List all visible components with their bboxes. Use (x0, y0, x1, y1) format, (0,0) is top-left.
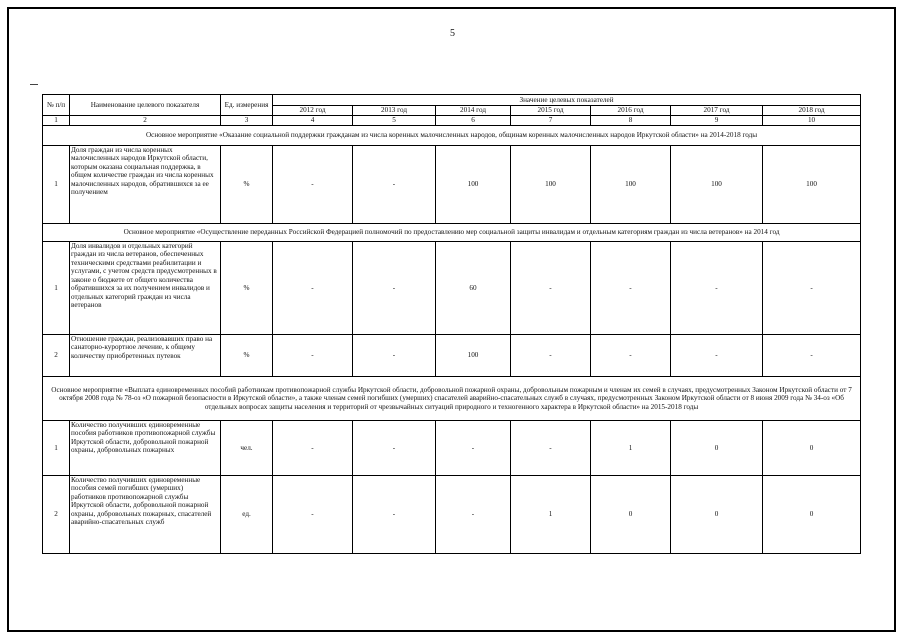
value-cell: - (353, 476, 436, 554)
value-cell: - (353, 421, 436, 476)
table-row (43, 476, 861, 554)
table-row (43, 421, 861, 476)
header-year: 2015 год (511, 106, 591, 116)
col-number: 2 (70, 116, 221, 126)
table-row (43, 146, 861, 224)
value-cell: - (436, 421, 511, 476)
value-cell: 0 (763, 476, 861, 554)
row-num: 2 (43, 476, 70, 554)
table-row (43, 242, 861, 335)
value-cell: 0 (671, 476, 763, 554)
unit-cell: % (221, 242, 273, 335)
value-cell: 60 (436, 242, 511, 335)
header-year: 2014 год (436, 106, 511, 116)
value-cell: - (353, 146, 436, 224)
value-cell: - (763, 242, 861, 335)
col-number: 4 (273, 116, 353, 126)
indicator-name: Отношение граждан, реализовавших право на санаторно-курортное лечение, к общему количеству приобретенных путевок (70, 335, 221, 377)
indicator-name: Доля граждан из числа коренных малочисленных народов Иркутской области, которым оказана социальная поддержка, в общем количестве граждан из числа коренных малочисленных народов, обратившихся за ее получением (70, 146, 221, 224)
header-name: Наименование целевого показателя (70, 95, 221, 116)
col-number: 3 (221, 116, 273, 126)
value-cell: - (273, 476, 353, 554)
col-number: 10 (763, 116, 861, 126)
value-cell: - (511, 335, 591, 377)
section-title: Основное мероприятие «Оказание социальной поддержки гражданам из числа коренных малочисленных народов, общинам коренных малочисленных народов Иркутской области» на 2014-2018 годы (43, 126, 861, 146)
header-year: 2016 год (591, 106, 671, 116)
value-cell: - (591, 242, 671, 335)
page-mark (30, 84, 38, 85)
value-cell: 1 (511, 476, 591, 554)
value-cell: - (353, 242, 436, 335)
column-numbers-row (43, 116, 861, 126)
header-year: 2017 год (671, 106, 763, 116)
value-cell: - (436, 476, 511, 554)
page-number: 5 (450, 28, 455, 39)
value-cell: - (273, 146, 353, 224)
section-row (43, 126, 861, 146)
col-number: 9 (671, 116, 763, 126)
indicator-name: Доля инвалидов и отдельных категорий граждан из числа ветеранов, обеспеченных техническими средствами реабилитации и услугами, с учетом средств предусмотренных в законе о бюджете от общего количества обратившихся за их получением инвалидов и отдельных категорий граждан из числа ветеранов (70, 242, 221, 335)
row-num: 1 (43, 421, 70, 476)
value-cell: - (273, 242, 353, 335)
section-title: Основное мероприятие «Осуществление переданных Российской Федерацией полномочий по предоставлению мер социальной защиты инвалидам и отдельным категориям граждан из числа ветеранов» на 2014 год (43, 224, 861, 242)
header-num: № п/п (43, 95, 70, 116)
value-cell: - (273, 421, 353, 476)
value-cell: 100 (763, 146, 861, 224)
unit-cell: % (221, 146, 273, 224)
col-number: 6 (436, 116, 511, 126)
value-cell: 0 (763, 421, 861, 476)
value-cell: 100 (436, 146, 511, 224)
value-cell: - (671, 335, 763, 377)
header-row (43, 95, 861, 106)
col-number: 8 (591, 116, 671, 126)
value-cell: - (511, 421, 591, 476)
header-values-group: Значение целевых показателей (273, 95, 861, 106)
value-cell: - (511, 242, 591, 335)
section-title: Основное мероприятие «Выплата единовременных пособий работникам противопожарной службы Иркутской области, добровольной пожарной охраны, добровольным пожарным и членам их семей в случаях, предусмотренных Законом Иркутской области от 7 октября 2008 года № 78-оз «О пожарной безопасности в Иркутской области», а также членам семей погибших (умерших) спасателей аварийно-спасательных служб в случаях, предусмотренных Законом Иркутской области от 8 июня 2009 года № 34-оз «Об отдельных вопросах защиты населения и территорий от чрезвычайных ситуаций природного и техногенного характера в Иркутской области» на 2015-2018 годы (43, 377, 861, 421)
value-cell: - (353, 335, 436, 377)
table-row (43, 335, 861, 377)
unit-cell: чел. (221, 421, 273, 476)
value-cell: - (273, 335, 353, 377)
value-cell: 1 (591, 421, 671, 476)
value-cell: 100 (591, 146, 671, 224)
header-unit: Ед. измерения (221, 95, 273, 116)
indicator-name: Количество получивших единовременные пособия работников противопожарной службы Иркутской области, добровольной пожарной охраны, добровольных пожарных (70, 421, 221, 476)
header-year: 2012 год (273, 106, 353, 116)
value-cell: 0 (591, 476, 671, 554)
section-row (43, 377, 861, 421)
header-year: 2013 год (353, 106, 436, 116)
row-num: 1 (43, 146, 70, 224)
section-row (43, 224, 861, 242)
value-cell: 0 (671, 421, 763, 476)
col-number: 7 (511, 116, 591, 126)
indicator-name: Количество получивших единовременные пособия семей погибших (умерших) работников противопожарной службы Иркутской области, добровольной пожарной охраны, добровольных пожарных, спасателей аварийно-спасательных служб (70, 476, 221, 554)
value-cell: - (763, 335, 861, 377)
col-number: 1 (43, 116, 70, 126)
value-cell: 100 (511, 146, 591, 224)
unit-cell: ед. (221, 476, 273, 554)
value-cell: 100 (436, 335, 511, 377)
unit-cell: % (221, 335, 273, 377)
indicators-table (42, 94, 861, 554)
value-cell: - (591, 335, 671, 377)
row-num: 1 (43, 242, 70, 335)
row-num: 2 (43, 335, 70, 377)
header-year: 2018 год (763, 106, 861, 116)
col-number: 5 (353, 116, 436, 126)
value-cell: 100 (671, 146, 763, 224)
value-cell: - (671, 242, 763, 335)
